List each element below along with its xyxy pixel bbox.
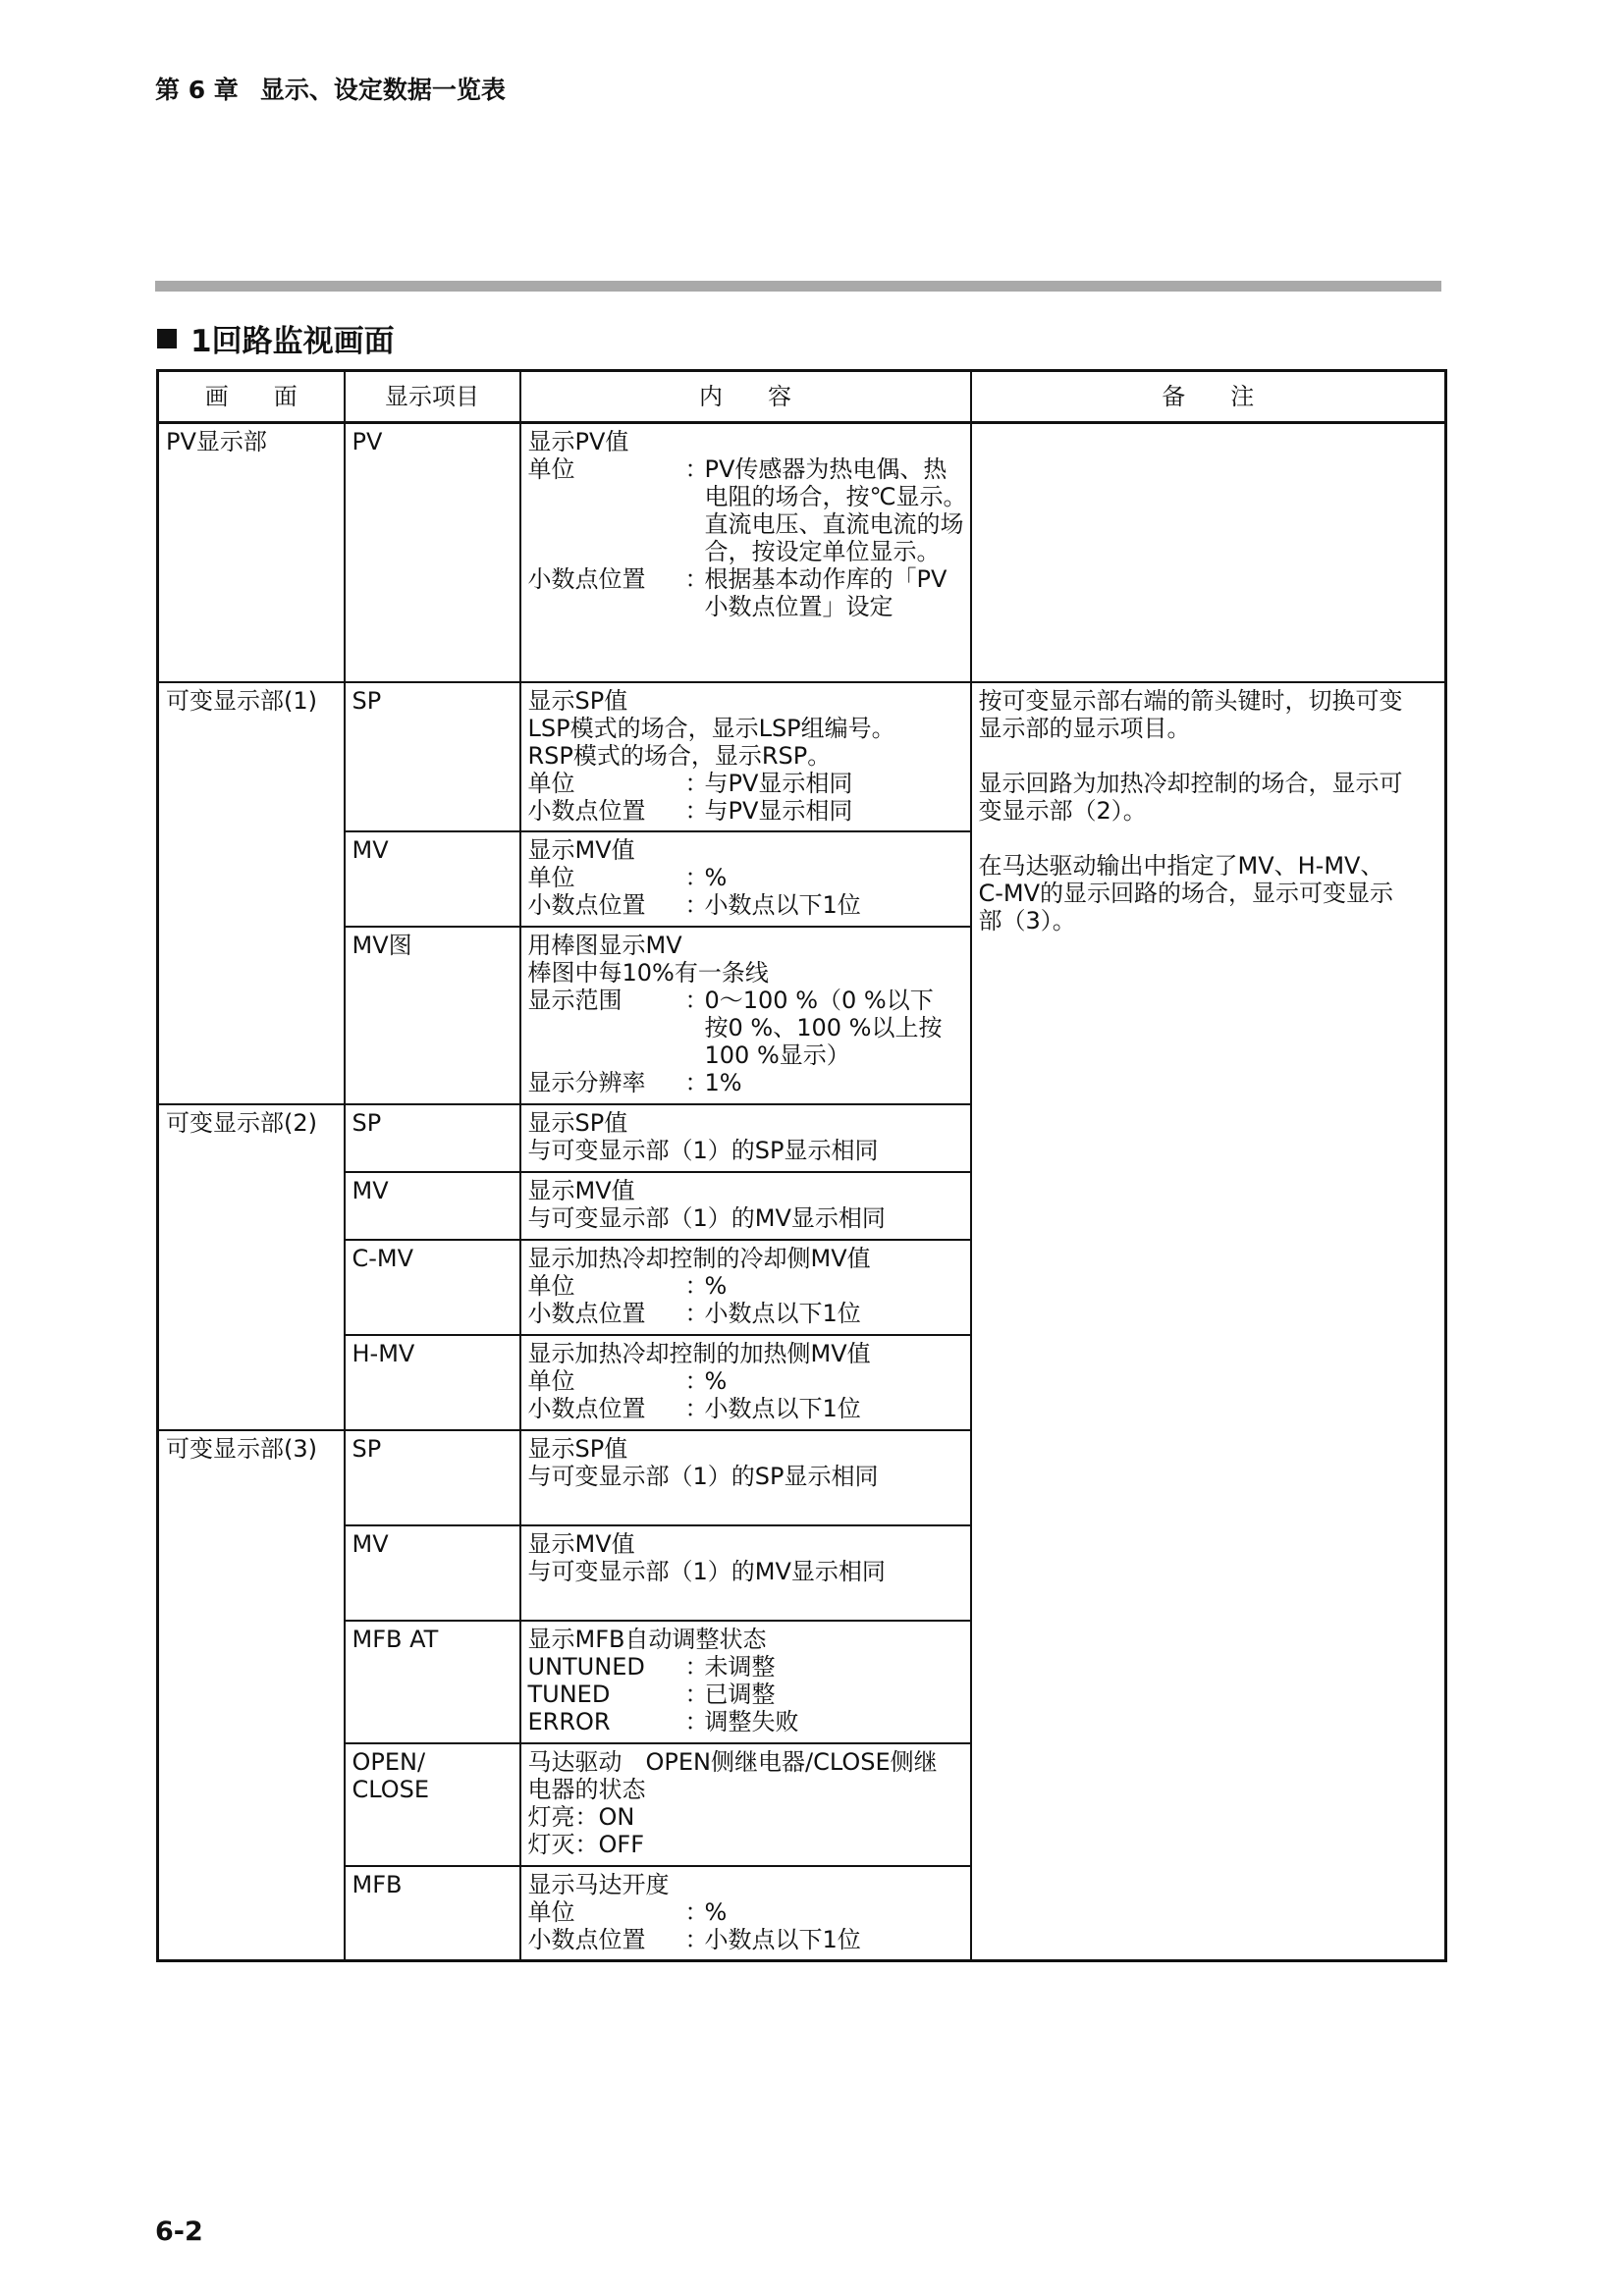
table-header-row: [158, 371, 1446, 423]
header-screen: 画 面: [158, 371, 345, 423]
content-line: 棒图中每10%有一条线: [527, 958, 769, 987]
content-line: 与可变显示部（1）的SP显示相同: [527, 1136, 879, 1164]
content-kv-colon: ：: [684, 565, 709, 593]
content-kv: [528, 891, 963, 919]
content-kv-colon: ：: [684, 986, 709, 1014]
content-kv-value: [705, 1898, 963, 1926]
section-rule: [155, 281, 1441, 292]
table-row: [158, 423, 1446, 682]
content-kv-value: [705, 1708, 963, 1735]
content-kv-value: [705, 1367, 963, 1395]
content-kv: [528, 1300, 963, 1327]
content-cell: [520, 423, 971, 682]
content-cell: [520, 1172, 971, 1240]
content-cell: [520, 1525, 971, 1621]
header-remarks: 备 注: [971, 371, 1446, 423]
content-line: 显示MFB自动调整状态: [527, 1625, 767, 1653]
content-kv-value-line: 小数点以下1位: [704, 890, 861, 919]
content-kv: [528, 1708, 963, 1735]
content-line: 显示MV值: [527, 1529, 635, 1558]
remark-line: 部（3）。: [978, 906, 1076, 934]
content-kv-value-line: 电阻的场合，按℃显示。: [704, 483, 967, 510]
content-kv: [528, 1898, 963, 1926]
screen-cell: PV显示部: [158, 423, 345, 682]
remark-paragraph: [979, 687, 1438, 742]
remark-line: 在马达驱动输出中指定了MV、H-MV、: [978, 851, 1384, 880]
remark-line: 显示部的显示项目。: [978, 714, 1191, 742]
content-kv-colon: ：: [684, 796, 709, 825]
remark-line: 变显示部（2）。: [978, 796, 1147, 825]
page-number: 6-2: [155, 2216, 203, 2247]
content-kv-value-line: 直流电压、直流电流的场: [704, 510, 964, 538]
content-kv-colon: ：: [684, 769, 709, 797]
item-cell: H-MV: [345, 1335, 520, 1430]
content-kv-value-line: %: [704, 1271, 728, 1300]
item-cell: SP: [345, 1104, 520, 1172]
content-kv-colon: ：: [684, 455, 709, 483]
content-line: 灯灭：OFF: [527, 1830, 644, 1858]
content-kv-colon: ：: [684, 890, 709, 919]
content-kv-value-line: 1%: [704, 1068, 742, 1096]
content-kv-key: 单位: [527, 1271, 575, 1300]
content-kv: [528, 797, 963, 825]
content-kv-value: [705, 1069, 963, 1096]
screen-cell: 可变显示部(1): [158, 682, 345, 1104]
content-kv-value: [705, 1926, 963, 1953]
content-kv: [528, 1926, 963, 1953]
content-cell: [520, 682, 971, 831]
content-kv-colon: ：: [684, 1925, 709, 1953]
chapter-heading: [155, 71, 506, 106]
content-kv-value-line: 100 %显示）: [704, 1041, 850, 1069]
content-kv-key: 单位: [527, 1897, 575, 1926]
content-kv-value: [705, 891, 963, 919]
content-kv-value-line: %: [704, 1897, 728, 1926]
content-cell: [520, 1104, 971, 1172]
content-line: LSP模式的场合，显示LSP组编号。: [527, 714, 895, 742]
content-kv-value: [705, 1300, 963, 1327]
content-kv: [528, 1272, 963, 1300]
chapter-number: 第 6 章: [155, 76, 239, 104]
content-line: 用棒图显示MV: [527, 931, 682, 959]
table-row: [158, 682, 1446, 831]
screen-cell: 可变显示部(3): [158, 1430, 345, 1961]
content-line: 马达驱动 OPEN侧继电器/CLOSE侧继: [527, 1747, 938, 1776]
remark-paragraph: [979, 770, 1438, 825]
item-cell: PV: [345, 423, 520, 682]
monitor-screen-table: [156, 369, 1447, 1962]
content-kv: [528, 770, 963, 797]
content-kv-value: [705, 1681, 963, 1708]
content-kv-value-line: 根据基本动作库的「PV: [704, 565, 947, 593]
square-bullet-icon: [157, 329, 177, 348]
content-kv-value: [705, 455, 967, 565]
remark-line: C-MV的显示回路的场合，显示可变显示: [978, 879, 1394, 907]
content-kv-colon: ：: [684, 1652, 709, 1681]
content-kv-colon: ：: [684, 1366, 709, 1395]
item-cell: MV: [345, 1525, 520, 1621]
content-kv-value: [705, 770, 963, 797]
content-kv-value: [705, 565, 963, 620]
content-kv-key: 单位: [527, 455, 575, 483]
content-kv-value-line: 调整失败: [704, 1707, 799, 1735]
content-kv-value-line: 小数点位置」设定: [704, 593, 893, 620]
content-kv-colon: ：: [684, 1897, 709, 1926]
content-cell: [520, 927, 971, 1104]
remark-line: 按可变显示部右端的箭头键时，切换可变: [978, 686, 1403, 715]
content-kv-value-line: 按0 %、100 %以上按: [704, 1013, 943, 1041]
content-kv-value-line: 与PV显示相同: [704, 796, 853, 825]
remark-paragraph: [979, 852, 1438, 934]
content-line: RSP模式的场合，显示RSP。: [527, 741, 832, 770]
item-cell: SP: [345, 1430, 520, 1525]
content-kv-value: [705, 1395, 963, 1422]
section-title: 1回路监视画面: [190, 324, 395, 359]
content-kv: [528, 565, 963, 620]
content-line: 显示马达开度: [527, 1870, 670, 1898]
content-kv: [528, 1069, 963, 1096]
content-kv: [528, 864, 963, 891]
content-kv-key: TUNED: [527, 1680, 611, 1708]
content-kv-colon: ：: [684, 1299, 709, 1327]
content-kv-value: [705, 797, 963, 825]
content-kv-value-line: 小数点以下1位: [704, 1394, 861, 1422]
content-kv-value-line: PV传感器为热电偶、热: [704, 455, 947, 483]
content-kv-value-line: 0～100 %（0 %以下: [704, 986, 934, 1014]
content-line: 显示MV值: [527, 1176, 635, 1204]
content-kv-value-line: %: [704, 863, 728, 891]
content-kv: [528, 987, 963, 1069]
item-cell: SP: [345, 682, 520, 831]
section-heading: [157, 316, 395, 360]
content-line: 显示SP值: [527, 1434, 628, 1463]
content-line: 与可变显示部（1）的SP显示相同: [527, 1462, 879, 1490]
content-kv-colon: ：: [684, 863, 709, 891]
content-kv-key: 小数点位置: [527, 1299, 646, 1327]
content-kv-key: 单位: [527, 1366, 575, 1395]
content-kv-colon: ：: [684, 1271, 709, 1300]
content-cell: [520, 831, 971, 927]
content-kv-value-line: 小数点以下1位: [704, 1925, 861, 1953]
content-kv-value-line: %: [704, 1366, 728, 1395]
table-body: [158, 423, 1446, 1961]
content-line: 显示MV值: [527, 835, 635, 864]
content-kv-value: [705, 1653, 963, 1681]
content-kv: [528, 1653, 963, 1681]
content-line: 显示加热冷却控制的加热侧MV值: [527, 1339, 871, 1367]
content-cell: [520, 1335, 971, 1430]
item-cell: C-MV: [345, 1240, 520, 1335]
content-kv-value-line: 合，按设定单位显示。: [704, 538, 941, 565]
content-kv-value: [705, 864, 963, 891]
item-cell: MV图: [345, 927, 520, 1104]
content-line: 显示SP值: [527, 686, 628, 715]
content-line: 显示加热冷却控制的冷却侧MV值: [527, 1244, 871, 1272]
header-item: 显示项目: [345, 371, 520, 423]
content-line: 电器的状态: [527, 1775, 646, 1803]
content-kv-value: [705, 987, 963, 1069]
content-kv: [528, 1367, 963, 1395]
content-kv-key: 显示分辨率: [527, 1068, 646, 1096]
remark-line: 显示回路为加热冷却控制的场合，显示可: [978, 769, 1403, 797]
content-kv-value-line: 未调整: [704, 1652, 776, 1681]
content-kv-colon: ：: [684, 1068, 709, 1096]
content-kv: [528, 1395, 963, 1422]
content-kv-colon: ：: [684, 1680, 709, 1708]
content-kv-key: 小数点位置: [527, 1925, 646, 1953]
content-kv-colon: ：: [684, 1707, 709, 1735]
content-cell: [520, 1621, 971, 1743]
item-cell: MFB: [345, 1866, 520, 1961]
content-kv-colon: ：: [684, 1394, 709, 1422]
content-kv-key: 显示范围: [527, 986, 623, 1014]
content-kv-value-line: 已调整: [704, 1680, 776, 1708]
screen-cell: 可变显示部(2): [158, 1104, 345, 1430]
remarks-cell-empty: [971, 423, 1446, 682]
item-cell: MFB AT: [345, 1621, 520, 1743]
content-kv-value: [705, 1272, 963, 1300]
content-kv-key: 小数点位置: [527, 796, 646, 825]
content-cell: [520, 1430, 971, 1525]
content-kv-key: ERROR: [527, 1707, 611, 1735]
content-kv-key: 单位: [527, 769, 575, 797]
item-cell: MV: [345, 831, 520, 927]
header-content: 内 容: [520, 371, 971, 423]
content-line: 与可变显示部（1）的MV显示相同: [527, 1557, 886, 1585]
content-kv-key: 小数点位置: [527, 1394, 646, 1422]
content-kv-key: 小数点位置: [527, 890, 646, 919]
chapter-title: 显示、设定数据一览表: [259, 76, 506, 104]
content-kv-key: UNTUNED: [527, 1652, 645, 1681]
content-kv-value-line: 与PV显示相同: [704, 769, 853, 797]
content-cell: [520, 1866, 971, 1961]
content-kv: [527, 455, 967, 565]
content-line: 与可变显示部（1）的MV显示相同: [527, 1203, 886, 1232]
content-kv-value-line: 小数点以下1位: [704, 1299, 861, 1327]
item-cell: OPEN/ CLOSE: [345, 1743, 520, 1866]
content-line: 显示PV值: [527, 428, 629, 455]
remarks-cell: [971, 682, 1446, 1961]
content-kv: [528, 1681, 963, 1708]
content-line: 显示SP值: [527, 1108, 628, 1137]
content-cell: [520, 1743, 971, 1866]
content-kv-key: 小数点位置: [527, 565, 646, 593]
content-line: 灯亮：ON: [527, 1802, 635, 1831]
item-cell: MV: [345, 1172, 520, 1240]
content-cell: [520, 1240, 971, 1335]
content-kv-key: 单位: [527, 863, 575, 891]
